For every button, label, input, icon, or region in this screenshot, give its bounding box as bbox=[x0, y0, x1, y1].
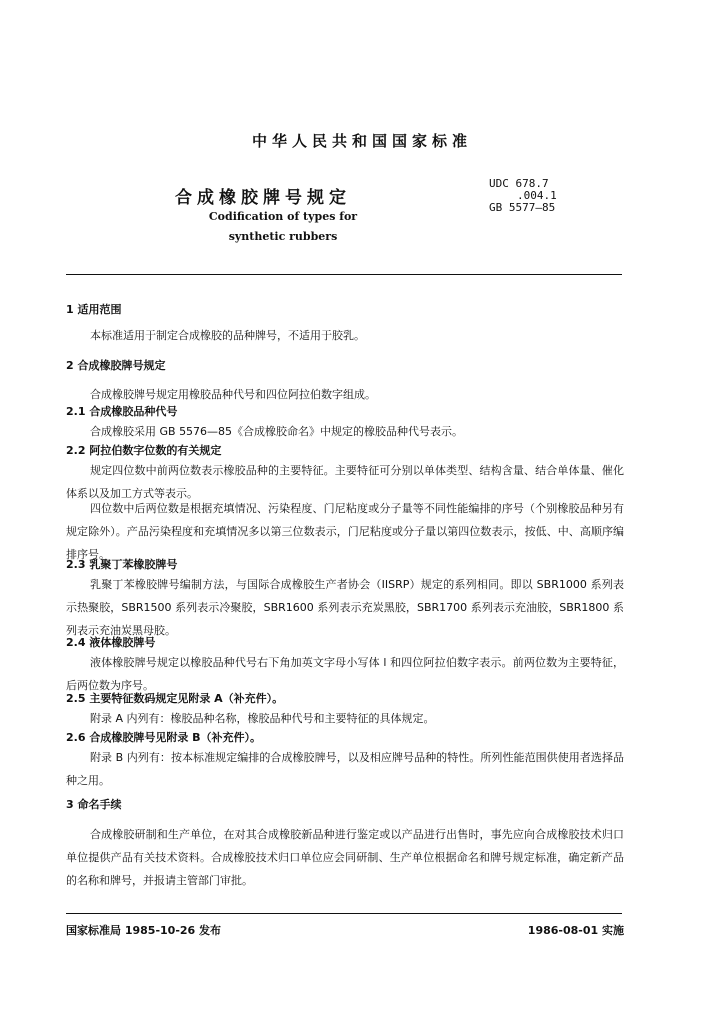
section-2-1-text: 合成橡胶采用 GB 5576—85《合成橡胶命名》中规定的橡胶品种代号表示。 bbox=[90, 425, 464, 438]
effective-date: 1986-08-01 实施 bbox=[527, 924, 624, 937]
section-2-2-title: 2.2 阿拉伯数字位数的有关规定 bbox=[66, 444, 222, 457]
udc-line1: UDC 678.7 bbox=[489, 177, 549, 190]
section-2-5-title: 2.5 主要特征数码规定见附录 A（补充件）。 bbox=[66, 692, 284, 705]
section-2-title: 2 合成橡胶牌号规定 bbox=[66, 359, 166, 372]
section-2-3-title: 2.3 乳聚丁苯橡胶牌号 bbox=[66, 558, 178, 571]
english-title-line1: Codification of types for bbox=[208, 210, 358, 223]
section-2-text: 合成橡胶牌号规定用橡胶品种代号和四位阿拉伯数字组成。 bbox=[90, 388, 376, 401]
udc-block bbox=[489, 178, 557, 214]
section-2-6-text: 附录 B 内列有：按本标准规定编排的合成橡胶牌号，以及相应牌号品种的特性。所列性能范围供使用者选择品种之用。 bbox=[66, 751, 624, 787]
section-2-6-title: 2.6 合成橡胶牌号见附录 B（补充件）。 bbox=[66, 731, 262, 744]
udc-line2: .004.1 bbox=[517, 189, 557, 202]
gb-number: GB 5577—85 bbox=[489, 201, 556, 214]
doc-title: 合成橡胶牌号规定 bbox=[175, 188, 351, 208]
section-1-text: 本标准适用于制定合成橡胶的品种牌号，不适用于胶乳。 bbox=[90, 329, 365, 342]
section-2-4-text: 液体橡胶牌号规定以橡胶品种代号右下角加英文字母小写体 l 和四位阿拉伯数字表示。前两位数为主要特征，后两位数为序号。 bbox=[66, 656, 624, 692]
section-2-2-text1: 规定四位数中前两位数表示橡胶品种的主要特征。主要特征可分别以单体类型、结构含量、结合单体量、催化体系以及加工方式等表示。 bbox=[66, 464, 624, 500]
section-3-title: 3 命名手续 bbox=[66, 798, 122, 811]
section-2-4-title: 2.4 液体橡胶牌号 bbox=[66, 636, 156, 649]
issue-date: 国家标准局 1985-10-26 发布 bbox=[66, 924, 222, 937]
english-title-line2: synthetic rubbers bbox=[228, 230, 338, 243]
standard-title: 中华人民共和国国家标准 bbox=[251, 132, 472, 150]
header-rule bbox=[66, 274, 622, 275]
footer-rule bbox=[66, 913, 622, 914]
section-2-2-text2: 四位数中后两位数是根据充填情况、污染程度、门尼粘度或分子量等不同性能编排的序号（个别橡胶品种另有规定除外）。产品污染程度和充填情况多以第三位数表示，门尼粘度或分子量以第四位数表示，按低、中、高顺序编排序号。 bbox=[66, 502, 624, 561]
section-1-title: 1 适用范围 bbox=[66, 303, 122, 316]
section-2-5-text: 附录 A 内列有：橡胶品种名称，橡胶品种代号和主要特征的具体规定。 bbox=[90, 712, 435, 725]
section-2-1-title: 2.1 合成橡胶品种代号 bbox=[66, 405, 178, 418]
section-2-3-text: 乳聚丁苯橡胶牌号编制方法，与国际合成橡胶生产者协会（IISRP）规定的系列相同。即以 SBR1000 系列表示热聚胶，SBR1500 系列表示冷聚胶，SBR1600 系列表示充炭黑胶，SBR1700 系列表示充油胶，SBR1800 系列表示充油炭黑母胶。 bbox=[66, 578, 624, 637]
section-3-text: 合成橡胶研制和生产单位，在对其合成橡胶新品种进行鉴定或以产品进行出售时，事先应向合成橡胶技术归口单位提供产品有关技术资料。合成橡胶技术归口单位应会同研制、生产单位根据命名和牌号规定标准，确定新产品的名称和牌号，并报请主管部门审批。 bbox=[66, 828, 624, 887]
